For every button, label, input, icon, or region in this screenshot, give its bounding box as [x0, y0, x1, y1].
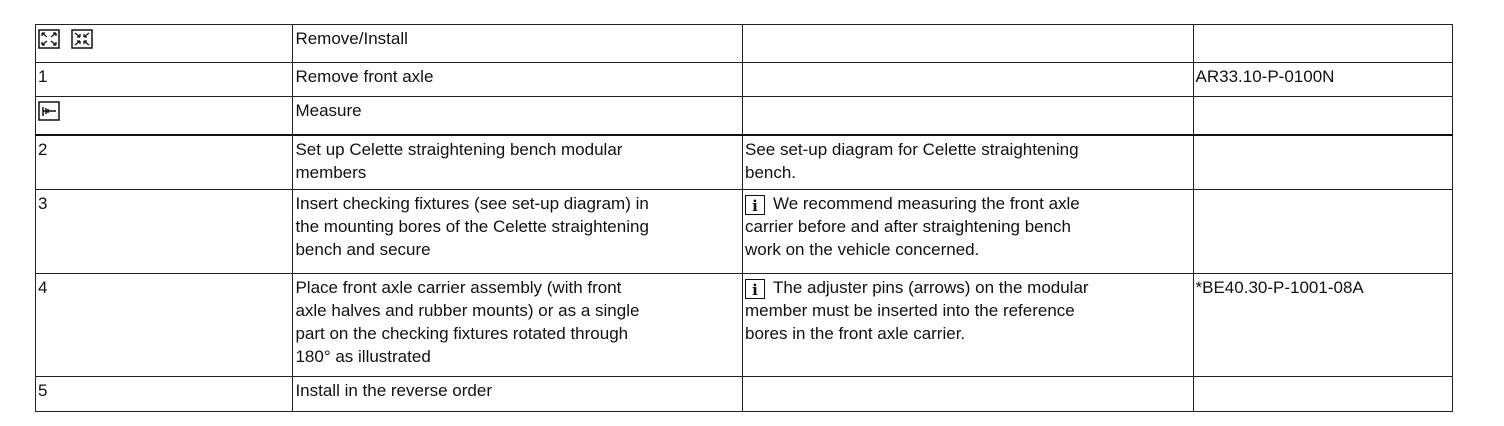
action-cell: [293, 274, 743, 377]
note-cell: [742, 63, 1193, 97]
action-text: Install in the reverse order: [295, 381, 492, 400]
note-cell: [742, 135, 1193, 190]
info-icon: i: [745, 279, 765, 299]
action-cell: [293, 63, 743, 97]
table-row: [36, 63, 1453, 97]
collapse-arrows-icon: [71, 29, 93, 49]
action-text: Insert checking fixtures (see set-up diagram) in the mounting bores of the Celette straightening bench and secure: [295, 194, 649, 259]
table-row: [36, 377, 1453, 412]
step-cell: [36, 190, 293, 274]
note-cell: [742, 97, 1193, 135]
note-cell: [742, 274, 1193, 377]
reference-cell: [1193, 190, 1452, 274]
document-reference[interactable]: *BE40.30-P-1001-08A: [1195, 278, 1364, 297]
action-text: Set up Celette straightening bench modular members: [295, 139, 623, 182]
expand-arrows-icon: [38, 29, 60, 49]
document-reference: AR33.10-P-0100N: [1195, 67, 1335, 86]
step-cell: [36, 274, 293, 377]
step-cell: [36, 25, 293, 63]
action-cell: [293, 135, 743, 190]
step-cell: [36, 377, 293, 412]
step-cell: [36, 63, 293, 97]
procedure-table: [35, 24, 1453, 412]
reference-cell: [1193, 377, 1452, 412]
action-cell: [293, 97, 743, 135]
action-cell: [293, 377, 743, 412]
step-number: 4: [38, 278, 48, 297]
action-text: Remove front axle: [295, 67, 434, 86]
step-cell: [36, 97, 293, 135]
table-row: [36, 97, 1453, 135]
reference-cell: [1193, 274, 1452, 377]
table-row: [36, 135, 1453, 190]
step-number: 2: [38, 139, 48, 159]
table-row: [36, 274, 1453, 377]
step-number: 5: [38, 381, 48, 400]
action-text: Remove/Install: [295, 29, 408, 48]
note-text: See set-up diagram for Celette straightening bench.: [744, 139, 1079, 182]
table-row: [36, 190, 1453, 274]
info-icon: i: [745, 195, 765, 215]
reference-cell: [1193, 97, 1452, 135]
note-cell: [742, 377, 1193, 412]
reference-cell: [1193, 63, 1452, 97]
note-cell: [742, 25, 1193, 63]
table-row: [36, 25, 1453, 63]
step-number: 1: [38, 67, 48, 86]
action-cell: [293, 25, 743, 63]
note-text: The adjuster pins (arrows) on the modular member must be inserted into the reference bores in the front axle carrier.: [744, 278, 1089, 343]
note-cell: [742, 190, 1193, 274]
reference-cell: [1193, 135, 1452, 190]
action-text: Measure: [295, 101, 362, 120]
action-text: Place front axle carrier assembly (with front axle halves and rubber mounts) or as a single part on the checking fixtures rotated through 180° as illustrated: [295, 278, 640, 366]
note-text: We recommend measuring the front axle carrier before and after straightening bench work on the vehicle concerned.: [744, 194, 1080, 259]
step-cell: [36, 135, 293, 190]
step-number: 3: [38, 194, 48, 213]
measuring-gauge-icon: [38, 101, 60, 121]
action-cell: [293, 190, 743, 274]
reference-cell: [1193, 25, 1452, 63]
